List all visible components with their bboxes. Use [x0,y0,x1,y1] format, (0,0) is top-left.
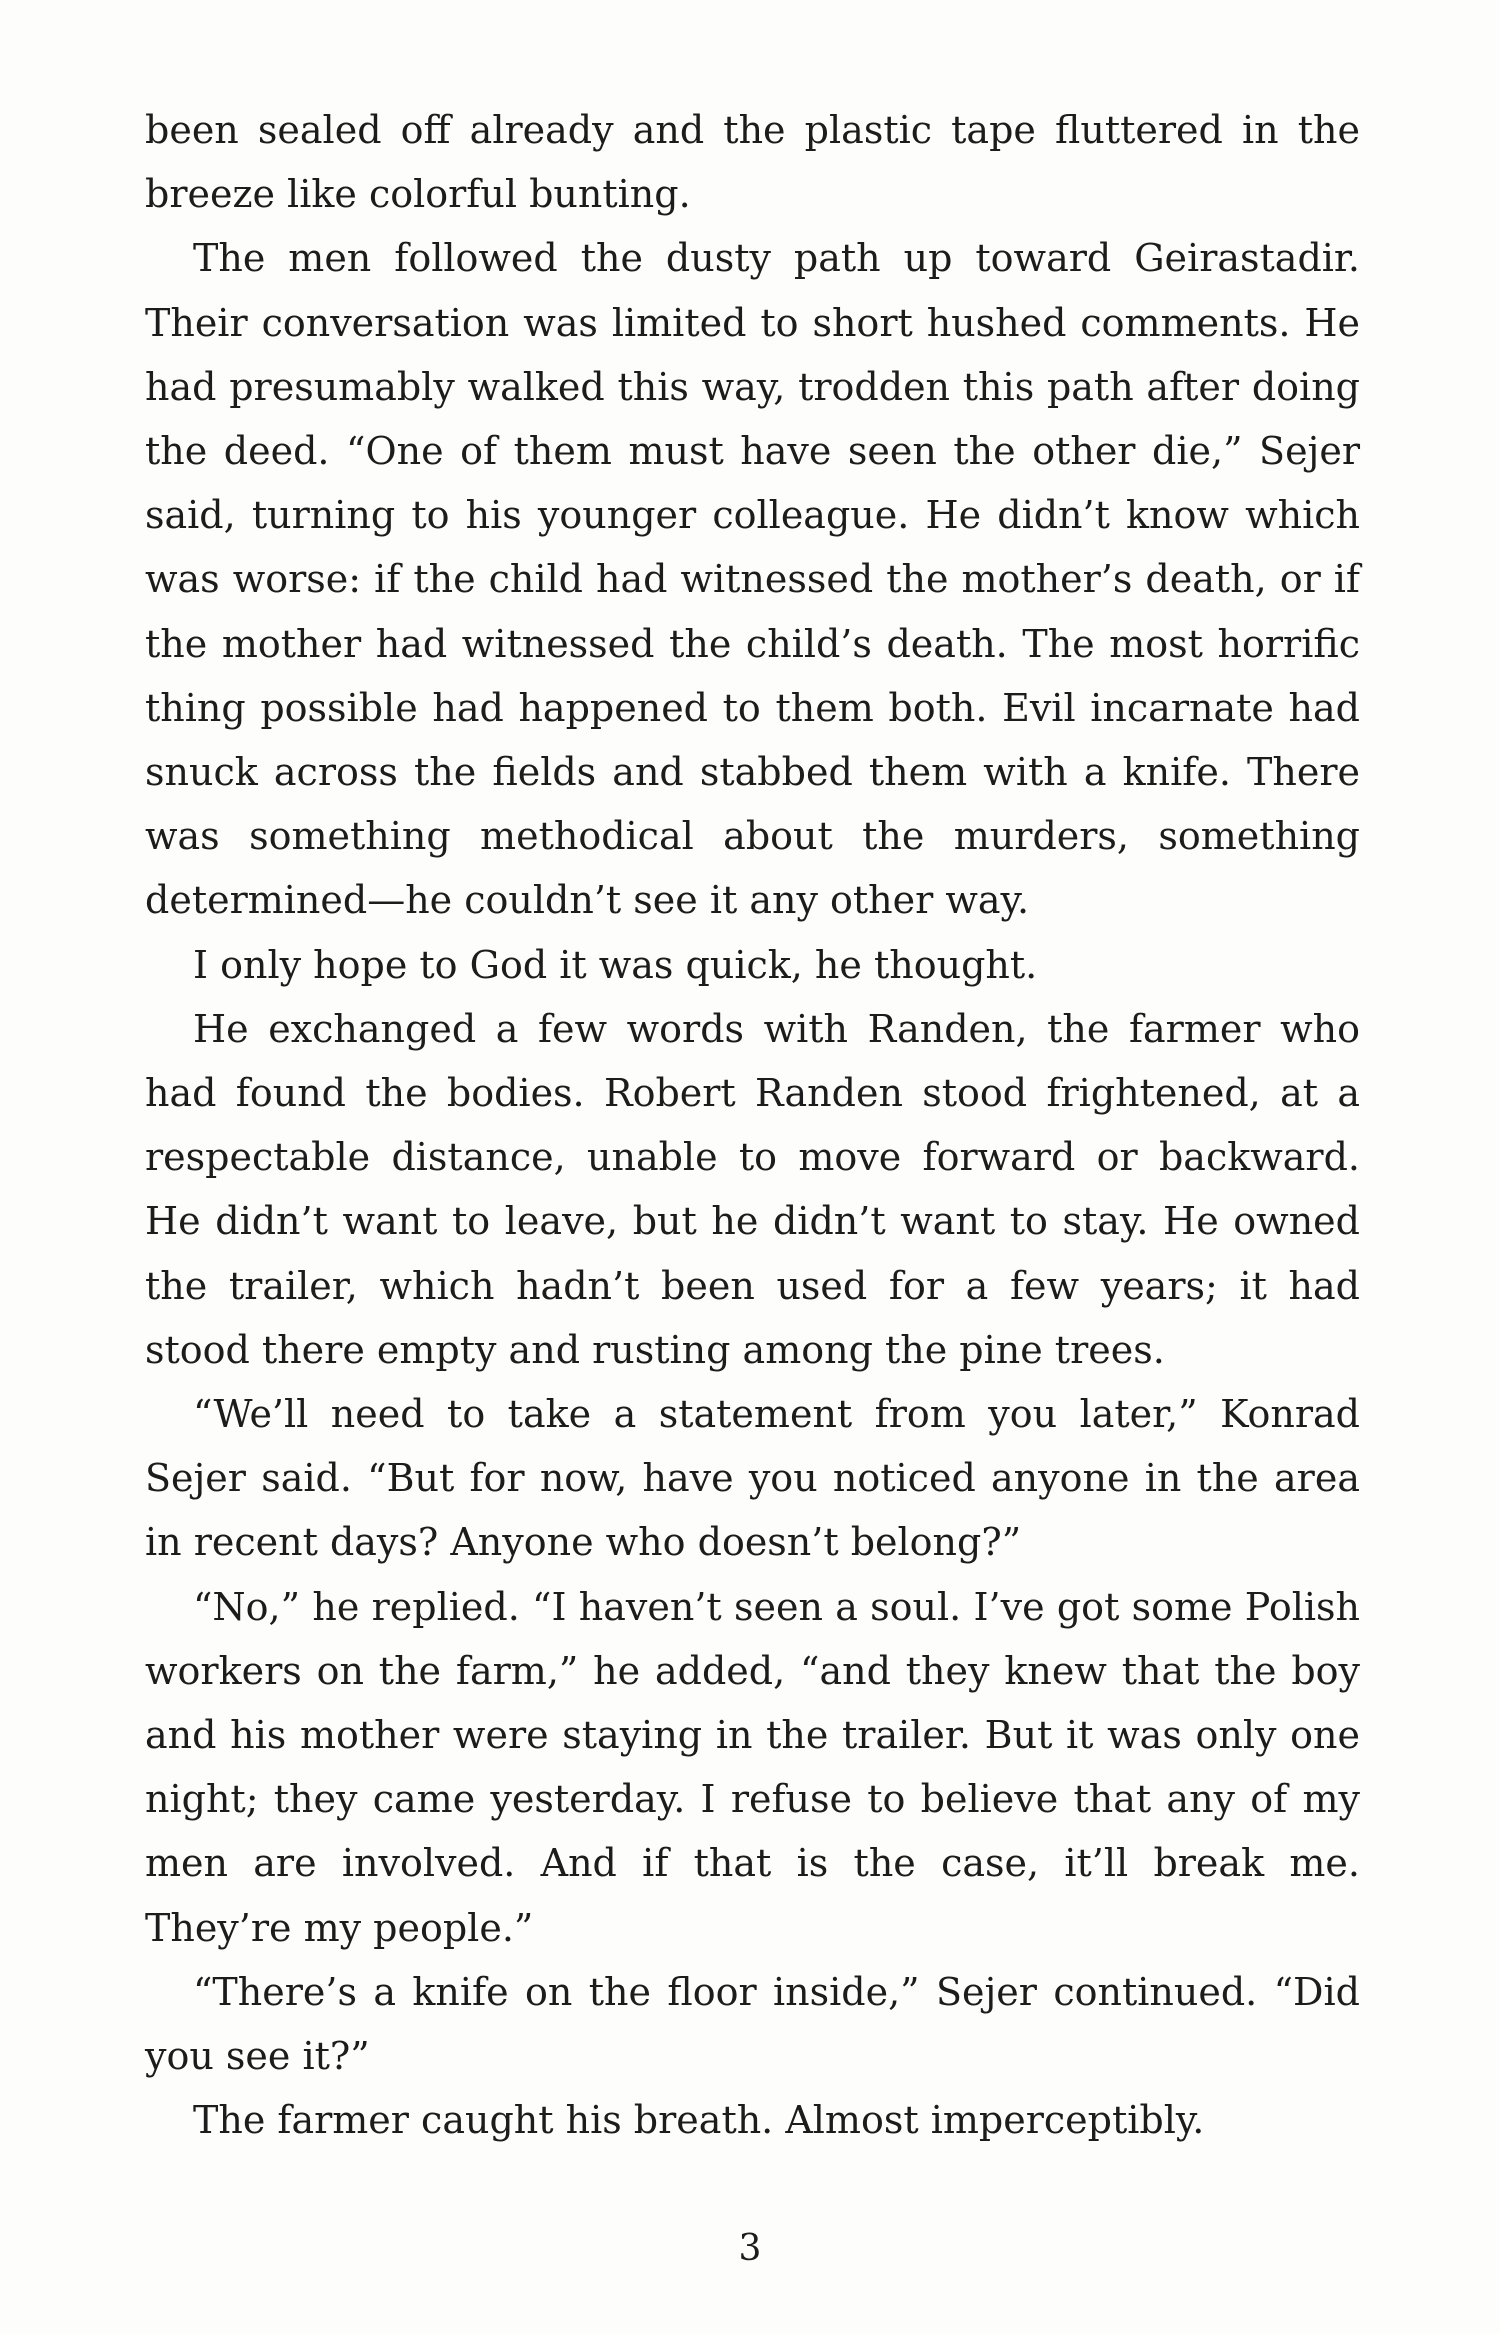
paragraph-8: The farmer caught his breath. Almost imperceptibly. [193,2098,1205,2143]
paragraph-5: “We’ll need to take a statement from you later,” Konrad Sejer said. “But for now, have you noticed anyone in the area in recent days? Anyone who doesn’t belong?” [145,1392,1360,1565]
body-text [145,98,1360,2153]
page-number: 3 [738,2228,762,2269]
paragraph-3: I only hope to God it was quick, he thought. [193,942,1038,987]
paragraph-7: “There’s a knife on the floor inside,” Sejer continued. “Did you see it?” [145,1969,1360,2079]
paragraph-4: He exchanged a few words with Randen, the farmer who had found the bodies. Robert Randen stood frightened, at a respectable distance, unable to move forward or backward. He didn’t want to leave, but he didn’t want to stay. He owned the trailer, which hadn’t been used for a few years; it had stood there empty and rusting among the pine trees. [145,1006,1360,1372]
paragraph-2: The men followed the dusty path up toward Geirastadir. Their conversation was limited to short hushed comments. He had presumably walked this way, trodden this path after doing the deed. “One of them must have seen the other die,” Sejer said, turning to his younger colleague. He didn’t know which was worse: if the child had witnessed the mother’s death, or if the mother had witnessed the child’s death. The most horrific thing possible had happened to them both. Evil incarnate had snuck across the fields and stabbed them with a knife. There was something methodical about the murders, something determined—he couldn’t see it any other way. [145,236,1360,923]
paragraph-1: been sealed off already and the plastic tape fluttered in the breeze like colorful bunting. [145,108,1360,217]
paragraph-6: “No,” he replied. “I haven’t seen a soul. I’ve got some Polish workers on the farm,” he added, “and they knew that the boy and his mother were staying in the trailer. But it was only one night; they came yesterday. I refuse to believe that any of my men are involved. And if that is the case, it’ll break me. They’re my people.” [145,1584,1360,1950]
